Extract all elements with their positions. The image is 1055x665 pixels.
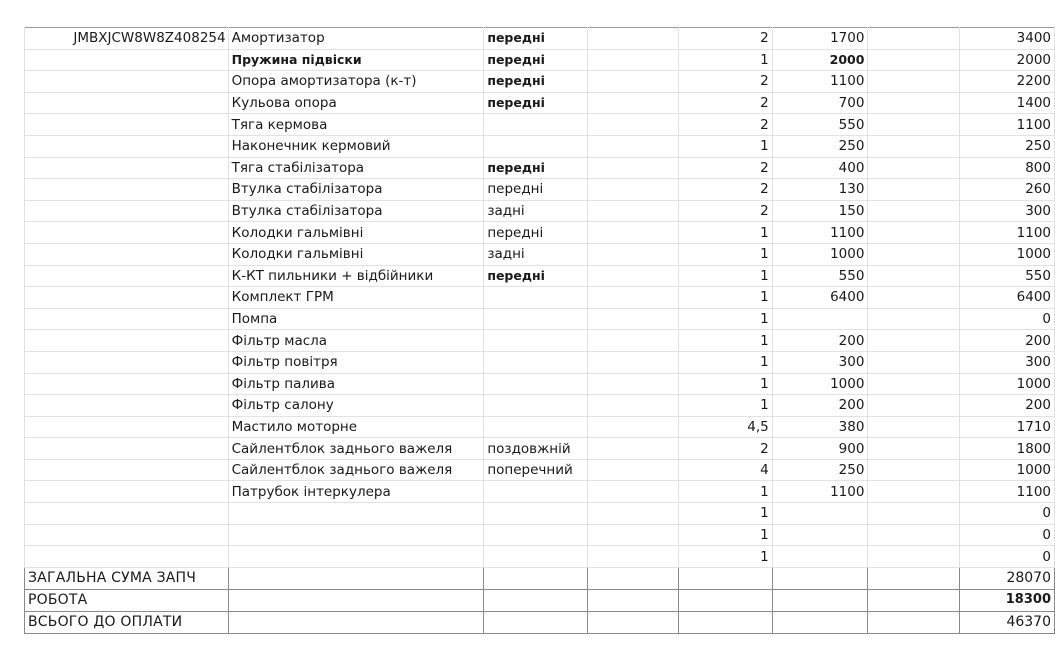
table-row — [25, 524, 1055, 546]
line-total-cell[interactable]: 0 — [959, 308, 1054, 330]
part-position-cell[interactable] — [484, 395, 587, 417]
empty-cell[interactable] — [868, 243, 959, 265]
part-name-cell[interactable]: Мастило моторне — [228, 416, 484, 438]
line-total-cell[interactable]: 1100 — [959, 114, 1054, 136]
empty-cell[interactable] — [587, 330, 678, 352]
part-position-cell[interactable]: передні — [484, 157, 587, 179]
qty-cell[interactable]: 2 — [678, 157, 772, 179]
empty-cell[interactable] — [868, 351, 959, 373]
part-position-cell[interactable]: передні — [484, 28, 587, 50]
vin-cell[interactable] — [25, 416, 229, 438]
vin-cell[interactable] — [25, 395, 229, 417]
part-name-cell[interactable]: Помпа — [228, 308, 484, 330]
part-name-cell[interactable]: Колодки гальмівні — [228, 243, 484, 265]
part-position-cell[interactable]: передні — [484, 49, 587, 71]
empty-cell[interactable] — [587, 135, 678, 157]
line-total-cell[interactable]: 2200 — [959, 71, 1054, 93]
empty-cell[interactable] — [868, 114, 959, 136]
summary-cell[interactable] — [868, 589, 959, 611]
line-total-cell[interactable]: 1000 — [959, 373, 1054, 395]
part-name-cell[interactable]: Тяга стабілізатора — [228, 157, 484, 179]
qty-cell[interactable]: 1 — [678, 524, 772, 546]
work-total-label[interactable]: РОБОТА — [25, 589, 229, 611]
line-total-cell[interactable]: 1100 — [959, 481, 1054, 503]
summary-cell[interactable] — [228, 567, 484, 589]
price-cell[interactable]: 380 — [772, 416, 868, 438]
parts-total-value[interactable]: 28070 — [959, 567, 1054, 589]
line-total-cell[interactable]: 1000 — [959, 243, 1054, 265]
qty-cell[interactable]: 1 — [678, 308, 772, 330]
table-row — [25, 330, 1055, 352]
part-position-cell[interactable] — [484, 481, 587, 503]
price-cell[interactable] — [772, 546, 868, 568]
qty-cell[interactable]: 2 — [678, 200, 772, 222]
vin-cell[interactable] — [25, 243, 229, 265]
table-row — [25, 243, 1055, 265]
empty-cell[interactable] — [868, 222, 959, 244]
qty-cell[interactable]: 2 — [678, 28, 772, 50]
part-position-cell[interactable]: передні — [484, 222, 587, 244]
summary-cell[interactable] — [484, 611, 587, 633]
part-name-cell[interactable]: Фільтр салону — [228, 395, 484, 417]
summary-cell[interactable] — [772, 589, 868, 611]
empty-cell[interactable] — [868, 481, 959, 503]
empty-cell[interactable] — [868, 308, 959, 330]
part-name-cell[interactable]: Амортизатор — [228, 28, 484, 50]
table-row — [25, 438, 1055, 460]
work-total-row — [25, 589, 1055, 611]
vin-cell[interactable] — [25, 330, 229, 352]
empty-cell[interactable] — [587, 373, 678, 395]
summary-cell[interactable] — [228, 611, 484, 633]
part-name-cell[interactable]: Опора амортизатора (к-т) — [228, 71, 484, 93]
part-position-cell[interactable] — [484, 330, 587, 352]
table-row — [25, 28, 1055, 50]
price-cell[interactable]: 550 — [772, 265, 868, 287]
empty-cell[interactable] — [868, 524, 959, 546]
part-name-cell[interactable]: Комплект ГРМ — [228, 287, 484, 309]
part-position-cell[interactable] — [484, 373, 587, 395]
price-cell[interactable]: 550 — [772, 114, 868, 136]
summary-cell[interactable] — [772, 567, 868, 589]
empty-cell[interactable] — [587, 243, 678, 265]
summary-cell[interactable] — [587, 567, 678, 589]
part-name-cell[interactable]: Втулка стабілізатора — [228, 200, 484, 222]
line-total-cell[interactable]: 1710 — [959, 416, 1054, 438]
qty-cell[interactable]: 1 — [678, 481, 772, 503]
empty-cell[interactable] — [868, 395, 959, 417]
qty-cell[interactable]: 1 — [678, 222, 772, 244]
part-name-cell[interactable]: К-КТ пильники + відбійники — [228, 265, 484, 287]
vin-cell[interactable] — [25, 308, 229, 330]
table-row — [25, 92, 1055, 114]
part-name-cell[interactable]: Пружина підвіски — [228, 49, 484, 71]
vin-cell[interactable] — [25, 92, 229, 114]
part-position-cell[interactable] — [484, 287, 587, 309]
qty-cell[interactable]: 1 — [678, 243, 772, 265]
table-row — [25, 373, 1055, 395]
price-cell[interactable]: 6400 — [772, 287, 868, 309]
price-cell[interactable]: 1100 — [772, 222, 868, 244]
qty-cell[interactable]: 4,5 — [678, 416, 772, 438]
empty-cell[interactable] — [587, 481, 678, 503]
price-cell[interactable]: 700 — [772, 92, 868, 114]
price-cell[interactable]: 250 — [772, 459, 868, 481]
empty-cell[interactable] — [587, 28, 678, 50]
vin-cell[interactable] — [25, 222, 229, 244]
table-row — [25, 265, 1055, 287]
part-position-cell[interactable]: передні — [484, 71, 587, 93]
vin-cell[interactable] — [25, 373, 229, 395]
parts-total-row — [25, 567, 1055, 589]
qty-cell[interactable]: 2 — [678, 438, 772, 460]
line-total-cell[interactable]: 200 — [959, 395, 1054, 417]
part-position-cell[interactable]: задні — [484, 243, 587, 265]
part-name-cell[interactable]: Сайлентблок заднього важеля — [228, 459, 484, 481]
summary-cell[interactable] — [484, 567, 587, 589]
vin-cell[interactable] — [25, 546, 229, 568]
qty-cell[interactable]: 1 — [678, 330, 772, 352]
line-total-cell[interactable]: 1000 — [959, 459, 1054, 481]
empty-cell[interactable] — [587, 92, 678, 114]
empty-cell[interactable] — [868, 330, 959, 352]
empty-cell[interactable] — [587, 200, 678, 222]
vin-cell[interactable] — [25, 459, 229, 481]
part-position-cell[interactable]: поздовжній — [484, 438, 587, 460]
summary-cell[interactable] — [868, 567, 959, 589]
empty-cell[interactable] — [868, 135, 959, 157]
vin-cell[interactable] — [25, 71, 229, 93]
vin-cell[interactable] — [25, 438, 229, 460]
line-total-cell[interactable]: 200 — [959, 330, 1054, 352]
empty-cell[interactable] — [587, 71, 678, 93]
line-total-cell[interactable]: 3400 — [959, 28, 1054, 50]
price-cell[interactable]: 1000 — [772, 373, 868, 395]
table-row — [25, 481, 1055, 503]
line-total-cell[interactable]: 300 — [959, 200, 1054, 222]
part-position-cell[interactable] — [484, 546, 587, 568]
qty-cell[interactable]: 1 — [678, 546, 772, 568]
empty-cell[interactable] — [868, 265, 959, 287]
summary-cell[interactable] — [587, 589, 678, 611]
part-position-cell[interactable] — [484, 524, 587, 546]
price-cell[interactable]: 400 — [772, 157, 868, 179]
table-row — [25, 546, 1055, 568]
table-row — [25, 395, 1055, 417]
empty-cell[interactable] — [587, 222, 678, 244]
line-total-cell[interactable]: 1400 — [959, 92, 1054, 114]
grand-total-value[interactable]: 46370 — [959, 611, 1054, 633]
table-row — [25, 49, 1055, 71]
line-total-cell[interactable]: 0 — [959, 503, 1054, 525]
line-total-cell[interactable]: 300 — [959, 351, 1054, 373]
part-position-cell[interactable]: поперечний — [484, 459, 587, 481]
price-cell[interactable]: 150 — [772, 200, 868, 222]
empty-cell[interactable] — [587, 157, 678, 179]
empty-cell[interactable] — [868, 157, 959, 179]
part-name-cell[interactable] — [228, 524, 484, 546]
part-position-cell[interactable] — [484, 308, 587, 330]
part-name-cell[interactable]: Кульова опора — [228, 92, 484, 114]
table-row — [25, 459, 1055, 481]
part-name-cell[interactable]: Патрубок інтеркулера — [228, 481, 484, 503]
part-position-cell[interactable] — [484, 114, 587, 136]
summary-section — [25, 567, 1055, 633]
part-name-cell[interactable]: Фільтр повітря — [228, 351, 484, 373]
price-cell[interactable]: 300 — [772, 351, 868, 373]
line-total-cell[interactable]: 2000 — [959, 49, 1054, 71]
price-cell[interactable]: 250 — [772, 135, 868, 157]
table-row — [25, 71, 1055, 93]
empty-cell[interactable] — [587, 351, 678, 373]
empty-cell[interactable] — [587, 287, 678, 309]
price-cell[interactable]: 130 — [772, 179, 868, 201]
empty-cell[interactable] — [587, 114, 678, 136]
vin-cell[interactable] — [25, 157, 229, 179]
vin-cell[interactable] — [25, 287, 229, 309]
summary-cell[interactable] — [484, 589, 587, 611]
summary-cell[interactable] — [678, 611, 772, 633]
price-cell[interactable] — [772, 308, 868, 330]
part-name-cell[interactable]: Наконечник кермовий — [228, 135, 484, 157]
price-cell[interactable]: 1100 — [772, 481, 868, 503]
empty-cell[interactable] — [587, 503, 678, 525]
empty-cell[interactable] — [587, 395, 678, 417]
vin-cell[interactable] — [25, 114, 229, 136]
empty-cell[interactable] — [587, 49, 678, 71]
qty-cell[interactable]: 1 — [678, 135, 772, 157]
parts-total-label[interactable]: ЗАГАЛЬНА СУМА ЗАПЧ — [25, 567, 229, 589]
part-position-cell[interactable] — [484, 503, 587, 525]
price-cell[interactable]: 1100 — [772, 71, 868, 93]
price-cell[interactable]: 900 — [772, 438, 868, 460]
empty-cell[interactable] — [587, 524, 678, 546]
part-position-cell[interactable] — [484, 351, 587, 373]
vin-cell[interactable] — [25, 503, 229, 525]
qty-cell[interactable]: 1 — [678, 351, 772, 373]
vin-cell[interactable] — [25, 351, 229, 373]
price-cell[interactable] — [772, 503, 868, 525]
empty-cell[interactable] — [868, 416, 959, 438]
vin-cell[interactable] — [25, 49, 229, 71]
empty-cell[interactable] — [868, 28, 959, 50]
part-position-cell[interactable] — [484, 135, 587, 157]
part-name-cell[interactable] — [228, 503, 484, 525]
qty-cell[interactable]: 2 — [678, 179, 772, 201]
line-total-cell[interactable]: 1100 — [959, 222, 1054, 244]
part-name-cell[interactable]: Сайлентблок заднього важеля — [228, 438, 484, 460]
empty-cell[interactable] — [868, 438, 959, 460]
empty-cell[interactable] — [587, 416, 678, 438]
empty-cell[interactable] — [868, 546, 959, 568]
table-row — [25, 200, 1055, 222]
empty-cell[interactable] — [868, 49, 959, 71]
empty-cell[interactable] — [868, 71, 959, 93]
vin-cell[interactable] — [25, 200, 229, 222]
summary-cell[interactable] — [678, 567, 772, 589]
table-row — [25, 135, 1055, 157]
qty-cell[interactable]: 1 — [678, 287, 772, 309]
part-position-cell[interactable] — [484, 416, 587, 438]
price-cell[interactable]: 1700 — [772, 28, 868, 50]
table-row — [25, 114, 1055, 136]
price-cell[interactable]: 200 — [772, 395, 868, 417]
line-total-cell[interactable]: 0 — [959, 546, 1054, 568]
table-row — [25, 179, 1055, 201]
table-row — [25, 287, 1055, 309]
empty-cell[interactable] — [587, 179, 678, 201]
summary-cell[interactable] — [772, 611, 868, 633]
empty-cell[interactable] — [587, 308, 678, 330]
table-row — [25, 503, 1055, 525]
work-total-value[interactable]: 18300 — [959, 589, 1054, 611]
vin-cell[interactable] — [25, 135, 229, 157]
qty-cell[interactable]: 2 — [678, 71, 772, 93]
part-position-cell[interactable]: задні — [484, 200, 587, 222]
table-row — [25, 351, 1055, 373]
price-cell[interactable]: 1000 — [772, 243, 868, 265]
grand-total-label[interactable]: ВСЬОГО ДО ОПЛАТИ — [25, 611, 229, 633]
empty-cell[interactable] — [868, 287, 959, 309]
vin-cell[interactable]: JMBXJCW8W8Z408254 — [25, 28, 229, 50]
table-row — [25, 157, 1055, 179]
part-position-cell[interactable]: передні — [484, 265, 587, 287]
empty-cell[interactable] — [868, 503, 959, 525]
parts-estimate-table — [24, 27, 1055, 634]
empty-cell[interactable] — [587, 265, 678, 287]
part-name-cell[interactable]: Тяга кермова — [228, 114, 484, 136]
qty-cell[interactable]: 1 — [678, 373, 772, 395]
price-cell[interactable] — [772, 524, 868, 546]
parts-rows — [25, 28, 1055, 568]
empty-cell[interactable] — [868, 200, 959, 222]
qty-cell[interactable]: 1 — [678, 503, 772, 525]
summary-cell[interactable] — [228, 589, 484, 611]
vin-cell[interactable] — [25, 265, 229, 287]
qty-cell[interactable]: 2 — [678, 114, 772, 136]
qty-cell[interactable]: 1 — [678, 265, 772, 287]
table-row — [25, 222, 1055, 244]
part-position-cell[interactable]: передні — [484, 92, 587, 114]
empty-cell[interactable] — [587, 438, 678, 460]
qty-cell[interactable]: 1 — [678, 395, 772, 417]
qty-cell[interactable]: 2 — [678, 92, 772, 114]
empty-cell[interactable] — [587, 546, 678, 568]
part-name-cell[interactable]: Фільтр масла — [228, 330, 484, 352]
vin-cell[interactable] — [25, 481, 229, 503]
empty-cell[interactable] — [868, 92, 959, 114]
empty-cell[interactable] — [868, 373, 959, 395]
part-position-cell[interactable]: передні — [484, 179, 587, 201]
line-total-cell[interactable]: 250 — [959, 135, 1054, 157]
line-total-cell[interactable]: 550 — [959, 265, 1054, 287]
vin-cell[interactable] — [25, 179, 229, 201]
empty-cell[interactable] — [868, 459, 959, 481]
qty-cell[interactable]: 4 — [678, 459, 772, 481]
qty-cell[interactable]: 1 — [678, 49, 772, 71]
price-cell[interactable]: 2000 — [772, 49, 868, 71]
part-name-cell[interactable]: Колодки гальмівні — [228, 222, 484, 244]
grand-total-row — [25, 611, 1055, 633]
table-row — [25, 308, 1055, 330]
part-name-cell[interactable]: Втулка стабілізатора — [228, 179, 484, 201]
part-name-cell[interactable]: Фільтр палива — [228, 373, 484, 395]
summary-cell[interactable] — [868, 611, 959, 633]
line-total-cell[interactable]: 0 — [959, 524, 1054, 546]
summary-cell[interactable] — [587, 611, 678, 633]
line-total-cell[interactable]: 260 — [959, 179, 1054, 201]
price-cell[interactable]: 200 — [772, 330, 868, 352]
empty-cell[interactable] — [587, 459, 678, 481]
empty-cell[interactable] — [868, 179, 959, 201]
line-total-cell[interactable]: 1800 — [959, 438, 1054, 460]
vin-cell[interactable] — [25, 524, 229, 546]
table-row — [25, 416, 1055, 438]
part-name-cell[interactable] — [228, 546, 484, 568]
line-total-cell[interactable]: 800 — [959, 157, 1054, 179]
line-total-cell[interactable]: 6400 — [959, 287, 1054, 309]
summary-cell[interactable] — [678, 589, 772, 611]
